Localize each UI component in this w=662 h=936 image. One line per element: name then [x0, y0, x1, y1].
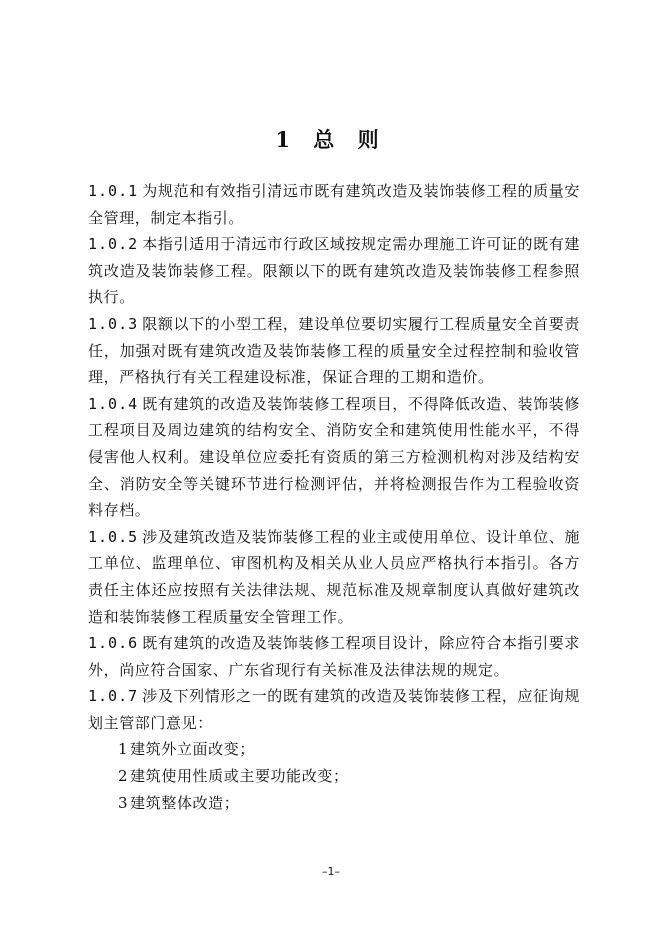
clause-number: 1.0.1 [88, 182, 139, 200]
clause-1-0-4 [88, 391, 580, 524]
clause-number: 1.0.7 [88, 687, 139, 706]
clause-text: 既有建筑的改造及装饰装修工程项目，不得降低改造、装饰装修工程项目及周边建筑的结构安全、消防安全和建筑使用性能水平，不得侵害他人权利。建设单位应委托有资质的第三方检测机构对涉及结构安全、消防安全等关键环节进行检测评估，并将检测报告作为工程验收资料存档。 [88, 394, 580, 520]
item-number: 2 [118, 767, 129, 786]
clause-text: 既有建筑的改造及装饰装修工程项目设计，除应符合本指引要求外，尚应符合国家、广东省现行有关标准及法律法规的规定。 [88, 634, 580, 679]
clause-1-0-3 [88, 311, 580, 391]
clause-text: 限额以下的小型工程，建设单位要切实履行工程质量安全首要责任，加强对既有建筑改造及装饰装修工程的质量安全过程控制和验收管理，严格执行有关工程建设标准，保证合理的工期和造价。 [88, 314, 580, 387]
clause-text: 为规范和有效指引清远市既有建筑改造及装饰装修工程的质量安全管理，制定本指引。 [88, 182, 580, 227]
clause-number: 1.0.4 [88, 394, 139, 413]
document-body [88, 178, 580, 816]
list-item [88, 763, 580, 790]
item-text: 建筑外立面改变； [130, 740, 255, 759]
item-number: 1 [118, 740, 129, 759]
clause-number: 1.0.3 [88, 314, 139, 333]
page-title: 1 总 则 [275, 127, 387, 152]
clause-text: 本指引适用于清远市行政区域按规定需办理施工许可证的既有建筑改造及装饰装修工程。限额以下的既有建筑改造及装饰装修工程参照执行。 [88, 235, 580, 307]
clause-1-0-6 [88, 630, 580, 683]
item-text: 建筑使用性质或主要功能改变； [130, 767, 349, 786]
list-item [88, 790, 580, 817]
clause-number: 1.0.5 [88, 527, 139, 546]
item-text: 建筑整体改造； [130, 793, 240, 812]
clause-text: 涉及建筑改造及装饰装修工程的业主或使用单位、设计单位、施工单位、监理单位、审图机构及相关从业人员应严格执行本指引。各方责任主体还应按照有关法律法规、规范标准及规章制度认真做好建筑改造和装饰装修工程质量安全管理工作。 [88, 527, 580, 626]
clause-1-0-5 [88, 524, 580, 630]
list-item [88, 736, 580, 763]
item-number: 3 [118, 793, 129, 812]
page-number: –1– [322, 865, 340, 878]
clause-number: 1.0.6 [88, 634, 139, 653]
clause-text: 涉及下列情形之一的既有建筑的改造及装饰装修工程，应征询规划主管部门意见： [88, 687, 580, 732]
clause-1-0-1 [88, 178, 580, 231]
clause-1-0-7 [88, 683, 580, 736]
clause-1-0-2 [88, 231, 580, 311]
clause-number: 1.0.2 [88, 235, 139, 254]
